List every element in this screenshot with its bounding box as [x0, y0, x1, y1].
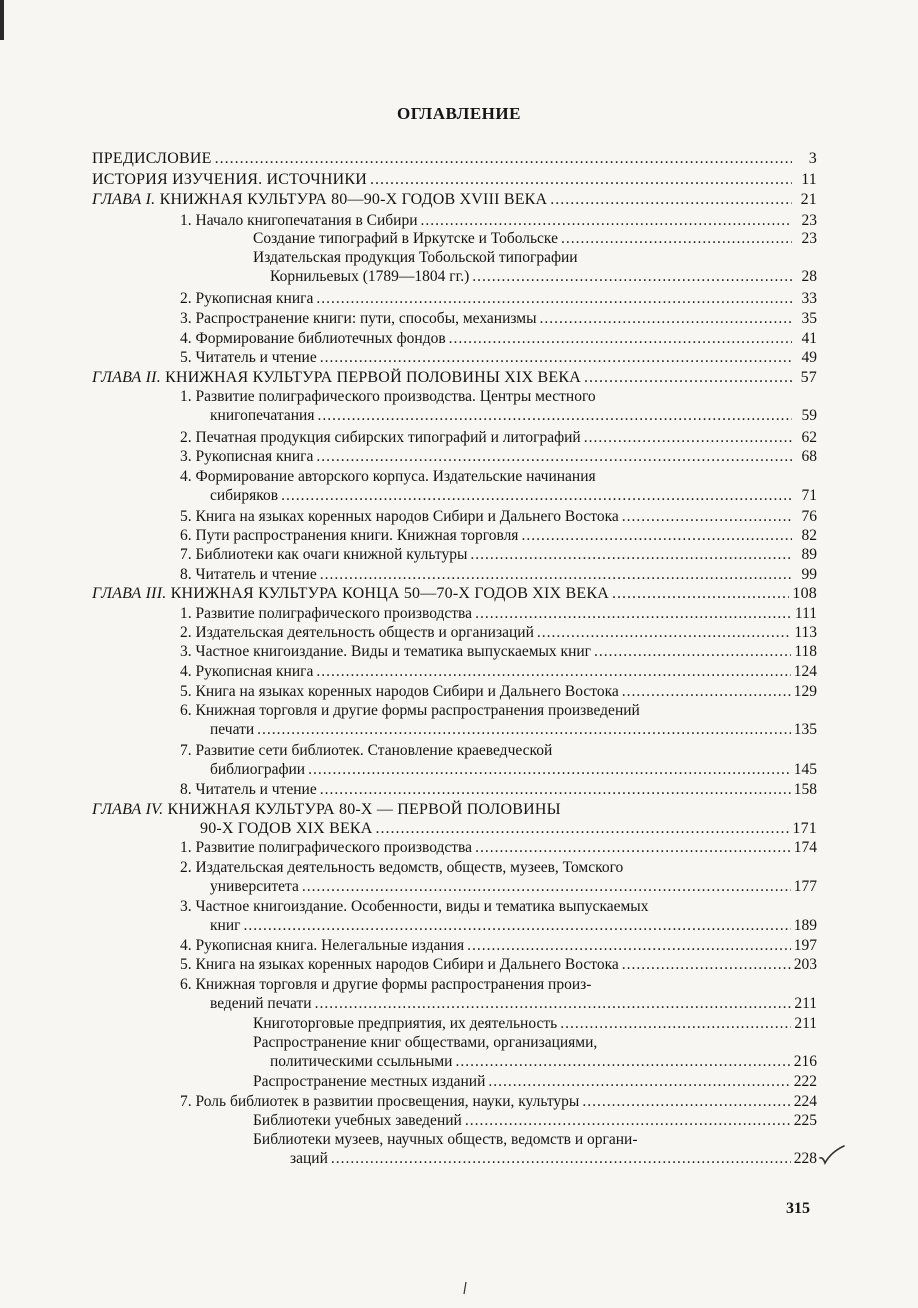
page-ref: 203	[793, 956, 817, 973]
page-ref: 99	[801, 566, 817, 583]
toc-entry-first-line	[180, 702, 640, 720]
toc-entry-text: КНИЖНАЯ КУЛЬТУРА КОНЦА 50—70-Х ГОДОВ XIX ВЕКА	[170, 585, 609, 602]
dot-leader	[308, 761, 791, 779]
dot-leader	[560, 1015, 791, 1033]
page-ref: 216	[793, 1053, 817, 1070]
toc-entry[interactable]	[270, 268, 817, 286]
toc-entry-continuation: университета	[210, 878, 299, 895]
dot-leader	[315, 995, 792, 1013]
toc-entry[interactable]	[92, 585, 817, 603]
page-ref: 118	[794, 643, 817, 660]
page-ref: 224	[793, 1093, 817, 1110]
dot-leader	[561, 230, 792, 248]
dot-leader	[449, 330, 792, 348]
toc-entry-text: Распространение местных изданий	[253, 1073, 486, 1090]
page-ref: 76	[801, 508, 817, 525]
toc-entry[interactable]	[180, 508, 817, 526]
page-ref: 68	[801, 448, 817, 465]
toc-entry[interactable]	[180, 330, 817, 348]
toc-entry-text: ИСТОРИЯ ИЗУЧЕНИЯ. ИСТОЧНИКИ	[92, 171, 368, 188]
page-ref: 108	[792, 585, 817, 602]
toc-entry-title: 1. Развитие полиграфического производства. Центры местного	[180, 388, 596, 405]
toc-entry-title	[92, 369, 581, 387]
toc-entry-text: 7. Роль библиотек в развитии просвещения, науки, культуры	[180, 1093, 580, 1110]
page-ref: 158	[793, 781, 817, 798]
toc-entry-title	[180, 212, 418, 230]
dot-leader	[317, 407, 792, 425]
toc-entry-first-line	[180, 388, 596, 406]
toc-entry-continuation: библиографии	[210, 761, 306, 778]
toc-entry-text: 5. Книга на языках коренных народов Сибири и Дальнего Востока	[180, 508, 619, 525]
page-ref: 23	[801, 212, 817, 229]
toc-entry-title: 4. Формирование авторского корпуса. Издательские начинания	[180, 468, 596, 485]
dot-leader	[622, 508, 792, 526]
dot-leader	[622, 683, 791, 701]
dot-leader	[320, 349, 792, 367]
toc-entry-title	[180, 683, 619, 701]
toc-entry-title: 3. Частное книгоиздание. Особенности, виды и тематика выпускаемых	[180, 898, 649, 915]
page-ref: 57	[800, 369, 817, 386]
toc-entry-title	[180, 956, 619, 974]
toc-entry[interactable]	[180, 527, 817, 545]
page-ref: 171	[792, 820, 817, 837]
toc-entry[interactable]	[180, 349, 817, 367]
dot-leader	[582, 1093, 790, 1111]
toc-entry-title	[180, 310, 537, 328]
toc-entry[interactable]	[180, 624, 817, 642]
toc-entry-text: Книготорговые предприятия, их деятельность	[253, 1015, 558, 1032]
toc-entry-text: 1. Начало книгопечатания в Сибири	[180, 212, 418, 229]
dot-leader	[215, 150, 792, 168]
toc-entry-first-line	[180, 468, 596, 486]
toc-entry-title	[180, 330, 446, 348]
toc-entry-first-line	[253, 249, 578, 267]
page-ref: 82	[801, 527, 817, 544]
toc-entry-title	[92, 150, 212, 168]
dot-leader	[331, 1150, 791, 1168]
toc-entry-first-line	[180, 976, 591, 994]
toc-entry[interactable]	[180, 448, 817, 466]
dot-leader	[316, 290, 792, 308]
toc-entry-text: 3. Рукописная книга	[180, 448, 314, 465]
toc-entry[interactable]	[92, 150, 817, 168]
dot-leader	[281, 487, 792, 505]
page-ref: 23	[801, 230, 817, 247]
toc-entry-title	[180, 605, 472, 623]
toc-entry-text: КНИЖНАЯ КУЛЬТУРА 80—90-Х ГОДОВ XVIII ВЕКА	[159, 191, 548, 208]
toc-entry-continuation: заций	[290, 1150, 328, 1167]
page-ref: 59	[801, 407, 817, 424]
toc-entry[interactable]	[180, 1093, 817, 1111]
dot-leader	[421, 212, 792, 230]
toc-entry[interactable]	[180, 683, 817, 701]
toc-entry-continuation: печати	[210, 721, 255, 738]
toc-entry[interactable]	[180, 212, 817, 230]
chapter-label: ГЛАВА II.	[92, 369, 166, 386]
toc-entry-text: 4. Рукописная книга	[180, 663, 314, 680]
toc-entry-title	[253, 1073, 485, 1091]
page-ref: 49	[801, 349, 817, 366]
toc-entry[interactable]	[210, 761, 817, 779]
toc-entry-text: ПРЕДИСЛОВИЕ	[92, 150, 212, 167]
toc-entry[interactable]	[210, 407, 817, 425]
toc-entry-text: 8. Читатель и чтение	[180, 781, 317, 798]
page-ref: 33	[801, 290, 817, 307]
toc-entry-text: 3. Распространение книги: пути, способы, механизмы	[180, 310, 537, 327]
toc-entry[interactable]	[200, 820, 817, 838]
toc-entry-continuation: сибиряков	[210, 487, 279, 504]
toc-entry-text: 7. Библиотеки как очаги книжной культуры	[180, 546, 468, 563]
page-ref: 71	[801, 487, 817, 504]
dot-leader	[257, 721, 791, 739]
toc-entry-title	[253, 1112, 462, 1130]
toc-entry-first-line	[253, 1131, 638, 1149]
toc-entry-text: 5. Книга на языках коренных народов Сибири и Дальнего Востока	[180, 683, 619, 700]
page-ref: 124	[793, 663, 817, 680]
toc-entry[interactable]	[180, 643, 817, 661]
toc-entry[interactable]	[92, 191, 817, 209]
page-ref: 62	[801, 429, 817, 446]
dot-leader	[370, 171, 792, 189]
toc-entry-text: 2. Рукописная книга	[180, 290, 314, 307]
toc-entry-title	[180, 429, 581, 447]
page-ref: 228	[793, 1150, 817, 1167]
toc-entry-title: 6. Книжная торговля и другие формы распространения произведений	[180, 702, 640, 719]
toc-entry[interactable]	[92, 369, 817, 387]
page-ref: 177	[793, 878, 817, 895]
dot-leader	[455, 1053, 790, 1071]
toc-entry[interactable]	[180, 310, 817, 328]
toc-entry-text: Библиотеки учебных заведений	[253, 1112, 462, 1129]
toc-entry-text: 8. Читатель и чтение	[180, 566, 317, 583]
toc-entry-continuation: книгопечатания	[210, 407, 315, 424]
toc-entry-first-line	[253, 1034, 597, 1052]
toc-entry[interactable]	[253, 230, 817, 248]
dot-leader	[594, 643, 791, 661]
dot-leader	[540, 310, 793, 328]
page-ref: 28	[801, 268, 817, 285]
dot-leader	[320, 781, 791, 799]
toc-entry[interactable]	[180, 937, 817, 955]
dot-leader	[472, 268, 792, 286]
toc-entry-title: 2. Издательская деятельность ведомств, обществ, музеев, Томского	[180, 859, 624, 876]
toc-entry-text: 2. Издательская деятельность обществ и организаций	[180, 624, 534, 641]
toc-entry[interactable]	[180, 839, 817, 857]
toc-entry-title: Издательская продукция Тобольской типографии	[253, 249, 578, 266]
toc-entry-title: Библиотеки музеев, научных обществ, ведомств и органи-	[253, 1131, 638, 1148]
toc-entry[interactable]	[210, 878, 817, 896]
chapter-label: ГЛАВА I.	[92, 191, 160, 208]
toc-entry[interactable]	[210, 487, 817, 505]
toc-entry-title: 6. Книжная торговля и другие формы распространения произ-	[180, 976, 592, 993]
page-ref: 21	[800, 191, 817, 208]
toc-entry-title: 7. Развитие сети библиотек. Становление краеведческой	[180, 742, 553, 759]
dot-leader	[302, 878, 791, 896]
page-ref: 211	[794, 995, 817, 1012]
dot-leader	[470, 546, 792, 564]
toc-entry-first-line	[180, 898, 648, 916]
page-ref: 211	[794, 1015, 817, 1032]
toc-entry-title	[180, 546, 467, 564]
page-ref: 89	[801, 546, 817, 563]
toc-entry-title	[180, 839, 472, 857]
dot-leader	[488, 1073, 790, 1091]
toc-entry[interactable]	[92, 171, 817, 189]
page-ref: 11	[801, 171, 817, 188]
page-ref: 135	[793, 721, 817, 738]
toc-entry-text: 1. Развитие полиграфического производства	[180, 605, 473, 622]
toc-entry[interactable]	[290, 1150, 817, 1168]
toc-entry-text: 3. Частное книгоиздание. Виды и тематика выпускаемых книг	[180, 643, 592, 660]
page-ref: 113	[794, 624, 817, 641]
toc-entry-continuation: книг	[210, 917, 241, 934]
page-ref: 197	[793, 937, 817, 954]
page-title: ОГЛАВЛЕНИЕ	[397, 104, 521, 123]
toc-entry-title	[180, 937, 464, 955]
toc-entry-title	[253, 1015, 557, 1033]
toc-entry-first-line	[180, 742, 552, 760]
dot-leader	[584, 429, 792, 447]
dot-leader	[584, 369, 792, 387]
toc-entry-title	[180, 508, 619, 526]
toc-entry-text: Создание типографий в Иркутске и Тобольске	[253, 230, 558, 247]
dot-leader	[550, 191, 792, 209]
toc-entry[interactable]	[180, 290, 817, 308]
page-ref: 174	[793, 839, 817, 856]
toc-entry[interactable]	[180, 546, 817, 564]
dot-leader	[475, 839, 791, 857]
dot-leader	[376, 820, 790, 838]
toc-entry-first-line	[92, 801, 561, 819]
page-ref: 225	[793, 1112, 817, 1129]
dot-leader	[316, 663, 790, 681]
page-ref: 129	[793, 683, 817, 700]
toc-entry-text: 5. Читатель и чтение	[180, 349, 317, 366]
toc-entry-title	[92, 191, 547, 209]
toc-entry-first-line	[180, 859, 623, 877]
toc-entry[interactable]	[180, 781, 817, 799]
toc-entry-title	[180, 781, 317, 799]
toc-entry-title	[180, 448, 313, 466]
toc-entry-text: 4. Формирование библиотечных фондов	[180, 330, 446, 347]
toc-entry[interactable]	[210, 917, 817, 935]
dot-leader	[316, 448, 792, 466]
toc-entry[interactable]	[253, 1015, 817, 1033]
toc-entry-title	[180, 1093, 579, 1111]
toc-entry[interactable]	[180, 429, 817, 447]
toc-entry-text: КНИЖНАЯ КУЛЬТУРА ПЕРВОЙ ПОЛОВИНЫ XIX ВЕКА	[165, 369, 581, 386]
toc-entry-continuation: ведений печати	[210, 995, 312, 1012]
toc-entry[interactable]	[253, 1112, 817, 1130]
toc-entry-title	[180, 527, 518, 545]
toc-entry-continuation: Корнильевых (1789—1804 гг.)	[270, 268, 470, 285]
toc-entry[interactable]	[180, 956, 817, 974]
page-ref: 35	[801, 310, 817, 327]
dot-leader	[612, 585, 789, 603]
dot-leader	[243, 917, 790, 935]
dot-leader	[475, 605, 792, 623]
toc-entry-title	[180, 663, 313, 681]
toc-entry[interactable]	[210, 721, 817, 739]
toc-entry-text: 6. Пути распространения книги. Книжная торговля	[180, 527, 519, 544]
toc-entry-text: 4. Рукописная книга. Нелегальные издания	[180, 937, 465, 954]
toc-entry[interactable]	[210, 995, 817, 1013]
toc-entry-title: КНИЖНАЯ КУЛЬТУРА 80-Х — ПЕРВОЙ ПОЛОВИНЫ	[167, 801, 561, 818]
dot-leader	[622, 956, 791, 974]
dot-leader	[521, 527, 792, 545]
chapter-label: ГЛАВА III.	[92, 585, 171, 602]
dot-leader	[465, 1112, 791, 1130]
page-ref: 111	[794, 605, 817, 622]
dot-leader	[467, 937, 791, 955]
chapter-label: ГЛАВА IV.	[92, 801, 168, 818]
toc-entry-title	[92, 585, 609, 603]
toc-entry-title	[180, 290, 313, 308]
dot-leader	[320, 566, 792, 584]
page-ref: 3	[808, 150, 817, 167]
page-ref: 145	[793, 761, 817, 778]
toc-entry-title	[253, 230, 558, 248]
toc-entry[interactable]	[270, 1053, 817, 1071]
toc-entry-title	[180, 643, 591, 661]
toc-entry-text: 5. Книга на языках коренных народов Сибири и Дальнего Востока	[180, 956, 619, 973]
toc-entry-text: 2. Печатная продукция сибирских типографий и литографий	[180, 429, 581, 446]
toc-entry-text: 1. Развитие полиграфического производства	[180, 839, 473, 856]
toc-entry[interactable]	[180, 605, 817, 623]
toc-entry[interactable]	[253, 1073, 817, 1091]
toc-entry[interactable]	[180, 663, 817, 681]
toc-entry-title	[180, 624, 534, 642]
page-ref: 189	[793, 917, 817, 934]
page-ref: 222	[793, 1073, 817, 1090]
toc-entry-continuation: 90-Х ГОДОВ XIX ВЕКА	[200, 820, 373, 837]
toc-entry-title: Распространение книг обществами, организациями,	[253, 1034, 598, 1051]
toc-entry-title	[180, 349, 317, 367]
toc-entry[interactable]	[180, 566, 817, 584]
dot-leader	[537, 624, 791, 642]
page-number: 315	[786, 1200, 810, 1217]
page-ref: 41	[801, 330, 817, 347]
toc-entry-title	[92, 171, 367, 189]
toc-entry-continuation: политическими ссыльными	[270, 1053, 453, 1070]
toc-entry-title	[180, 566, 317, 584]
